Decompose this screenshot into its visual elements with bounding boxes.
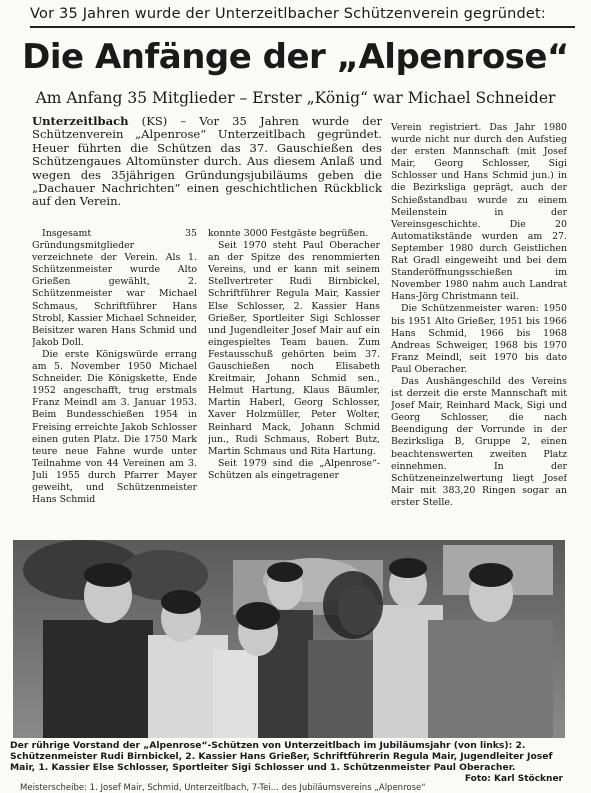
kicker-line: Vor 35 Jahren wurde der Unterzeitlbacher Schützenverein gegründet:: [30, 4, 575, 28]
paragraph: Seit 1979 sind die „Alpenrose“-Schützen als eingetragener: [208, 457, 380, 481]
lead-paragraph: [32, 115, 382, 225]
group-photo: [13, 540, 565, 738]
article-column-2: [208, 228, 380, 528]
group-photo-illustration: [13, 540, 565, 738]
article-column-1: [32, 228, 197, 528]
article-column-3: [391, 122, 567, 532]
footer-cutoff-text: Meisterscheibe: 1. Josef Mair, Schmid, Unterzeitlbach, 7-Tei... des Jubiläumsvereins „Alpenrose“: [20, 783, 426, 793]
photo-credit: Foto: Karl Stöckner: [464, 774, 563, 784]
paragraph: Das Aushängeschild des Vereins ist derzeit die erste Mannschaft mit Josef Mair, Reinhard Mack, Sigi und Georg Schlosser, die nach Beendigung der Vorrunde in der Bezirksliga B, Gruppe 2, einen beachtenswerten zweiten Platz einnehmen. In der Schützeneinzelwertung liegt Josef Mair mit 383,20 Ringen sogar an erster Stelle.: [391, 375, 567, 508]
dateline: Unterzeitlbach: [32, 115, 129, 128]
paragraph: Die Schützenmeister waren: 1950 bis 1951 Alto Grießer, 1951 bis 1966 Hans Schmid, 1966 bis 1968 Andreas Schweiger, 1968 bis 1970 Franz Meindl, seit 1970 bis dato Paul Oberacher.: [391, 303, 567, 375]
photo-caption: Der rührige Vorstand der „Alpenrose“-Schützen von Unterzeitlbach im Jubiläumsjahr (von links): 2. Schützenmeister Rudi Birnbickel, 2. Kassier Hans Grießer, Schriftführerin Regula Mair, Jugendleiter Josef Mair, 1. Kassier Else Schlosser, Sportleiter Sigi Schlosser und 1. Schützenmeister Paul Oberacher.: [10, 740, 553, 773]
paragraph: Verein registriert. Das Jahr 1980 wurde nicht nur durch den Aufstieg der ersten Mannschaft (mit Josef Mair, Georg Schlosser, Sigi Schlosser und Hans Schmid jun.) in die Bezirksliga geprägt, auch der Schießstandbau wurde zu einem Meilenstein in der Vereinsgeschichte. Die 20 Automatikstände wurden am 27. September 1980 durch Geistlichen Rat Gradl eingeweiht und bei dem Standeröffnungsschießen im November 1980 nahm auch Landrat Hans-Jörg Christmann teil.: [391, 122, 567, 303]
paragraph: Insgesamt 35 Gründungsmitglieder verzeichnete der Verein. Als 1. Schützenmeister wurde Alto Grießen gewählt, 2. Schützenmeister war Michael Schmaus, Schriftführer Hans Strobl, Kassier Michael Schneider, Beisitzer waren Hans Schmid und Jakob Doll.: [32, 228, 197, 348]
paragraph: konnte 3000 Festgäste begrüßen.: [208, 228, 369, 239]
subheadline: Am Anfang 35 Mitglieder – Erster „König“ war Michael Schneider: [35, 89, 556, 107]
paragraph: Die erste Königswürde errang am 5. November 1950 Michael Schneider. Die Königskette, Ende 1952 angeschafft, trug erstmals Franz Meindl am 3. Januar 1953. Beim Bundesschießen 1954 in Freising erreichte Jakob Schlosser einen guten Platz. Die 1750 Mark teure neue Fahne wurde unter Teilnahme von 44 Vereinen am 3. Juli 1955 durch Pfarrer Mayer geweiht, und Schützenmeister Hans Schmid: [32, 348, 197, 506]
paragraph: Seit 1970 steht Paul Oberacher an der Spitze des renommierten Vereins, und er kann mit seinem Stellvertreter Rudi Birnbickel, Schriftführer Regula Mair, Kassier Else Schlosser, 2. Kassier Hans Grießer, Sportleiter Sigi Schlosser und Jugendleiter Josef Mair auf ein eingespieltes Team bauen. Zum Festausschuß gehörten beim 37. Gauschießen noch Elisabeth Kreitmair, Johann Schmid sen., Helmut Hartung, Klaus Bäumler, Martin Haberl, Georg Schlosser, Xaver Holzmüller, Peter Wolter, Reinhard Mack, Johann Schmid jun., Rudi Schmaus, Robert Butz, Martin Schmaus und Rita Hartung.: [208, 240, 380, 457]
lead-text: (KS) – Vor 35 Jahren wurde der Schützenverein „Alpenrose“ Unterzeitlbach gegründet. Heuer führten die Schützen das 37. Gauschießen des Schützengaues Altomünster durch. Aus diesem Anlaß und wegen des 35jährigen Gründungsjubiläums geben die „Dachauer Nachrichten“ einen geschichtlichen Rückblick auf den Verein.: [32, 115, 382, 209]
headline: Die Anfänge der „Alpenrose“: [22, 37, 569, 77]
